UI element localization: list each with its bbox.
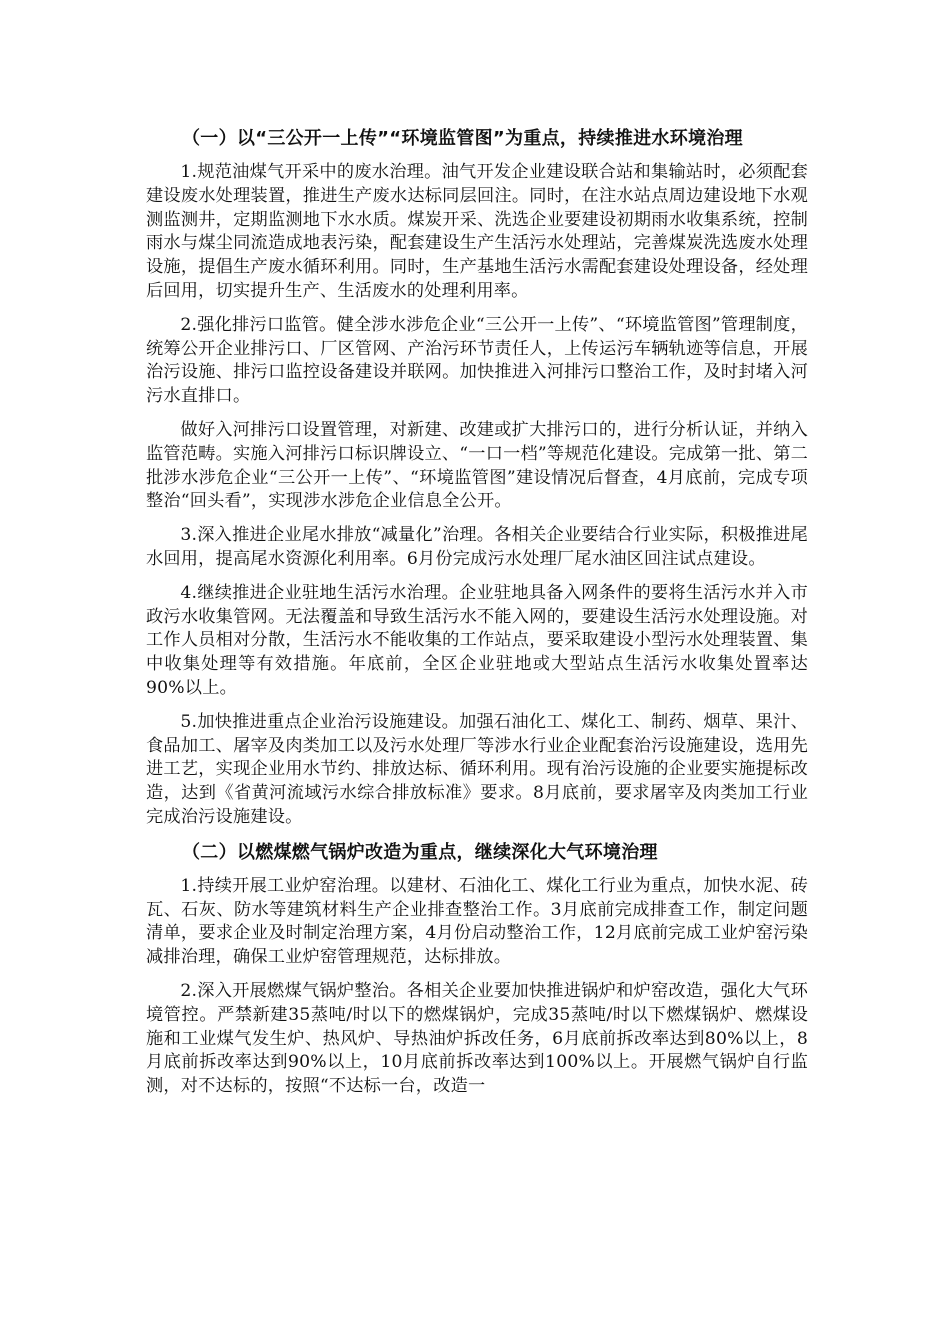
paragraph-1-2: 2.强化排污口监管。健全涉水涉危企业“三公开一上传”、“环境监管图”管理制度，统筹公开企业排污口、厂区管网、产治污环节责任人，上传运污车辆轨迹等信息，开展治污设施、排污口监控设备建设并联网。加快推进入河排污口整治工作，及时封堵入河污水直排口。 — [146, 314, 808, 407]
paragraph-1-5: 4.继续推进企业驻地生活污水治理。企业驻地具备入网条件的要将生活污水并入市政污水收集管网。无法覆盖和导致生活污水不能入网的，要建设生活污水处理设施。对工作人员相对分散，生活污水不能收集的工作站点，要采取建设小型污水处理装置、集中收集处理等有效措施。年底前，全区企业驻地或大型站点生活污水收集处置率达90%以上。 — [146, 582, 808, 698]
section-heading-2: （二）以燃煤燃气锅炉改造为重点，继续深化大气环境治理 — [182, 841, 658, 863]
paragraph-1-1: 1.规范油煤气开采中的废水治理。油气开发企业建设联合站和集输站时，必须配套建设废水处理装置，推进生产废水达标同层回注。同时，在注水站点周边建设地下水观测监测井，定期监测地下水水质。煤炭开采、洗选企业要建设初期雨水收集系统，控制雨水与煤尘同流造成地表污染，配套建设生产生活污水处理站，完善煤炭洗选废水处理设施，提倡生产废水循环利用。同时，生产基地生活污水需配套建设处理设备，经处理后回用，切实提升生产、生活废水的处理利用率。 — [146, 162, 808, 301]
paragraph-1-3: 做好入河排污口设置管理，对新建、改建或扩大排污口的，进行分析认证，并纳入监管范畴。实施入河排污口标识牌设立、“一口一档”等规范化建设。完成第一批、第二批涉水涉危企业“三公开一上传”、“环境监管图”建设情况后督查，4月底前，完成专项整治“回头看”，实现涉水涉危企业信息全公开。 — [146, 419, 808, 512]
paragraph-2-2: 2.深入开展燃煤气锅炉整治。各相关企业要加快推进锅炉和炉窑改造，强化大气环境管控。严禁新建35蒸吨/时以下的燃煤锅炉，完成35蒸吨/时以下燃煤锅炉、燃煤设施和工业煤气发生炉、热风炉、导热油炉拆改任务，6月底前拆改率达到80%以上，8月底前拆改率达到90%以上，10月底前拆改率达到100%以上。开展燃气锅炉自行监测，对不达标的，按照“不达标一台，改造一 — [146, 980, 808, 1097]
paragraph-1-6: 5.加快推进重点企业治污设施建设。加强石油化工、煤化工、制药、烟草、果汁、食品加工、屠宰及肉类加工以及污水处理厂等涉水行业企业配套治污设施建设，选用先进工艺，实现企业用水节约、排放达标、循环利用。现有治污设施的企业要实施提标改造，达到《省黄河流域污水综合排放标准》要求。8月底前，要求屠宰及肉类加工行业完成治污设施建设。 — [146, 711, 808, 827]
paragraph-2-1: 1.持续开展工业炉窑治理。以建材、石油化工、煤化工行业为重点，加快水泥、砖瓦、石灰、防水等建筑材料生产企业排查整治工作。3月底前完成排查工作，制定问题清单，要求企业及时制定治理方案，4月份启动整治工作，12月底前完成工业炉窑污染减排治理，确保工业炉窑管理规范，达标排放。 — [146, 875, 808, 968]
paragraph-1-4: 3.深入推进企业尾水排放“减量化”治理。各相关企业要结合行业实际，积极推进尾水回用，提高尾水资源化利用率。6月份完成污水处理厂尾水油区回注试点建设。 — [146, 525, 808, 569]
document-page — [146, 126, 808, 1109]
section-heading-1: （一）以“三公开一上传”“环境监管图”为重点，持续推进水环境治理 — [182, 128, 743, 149]
